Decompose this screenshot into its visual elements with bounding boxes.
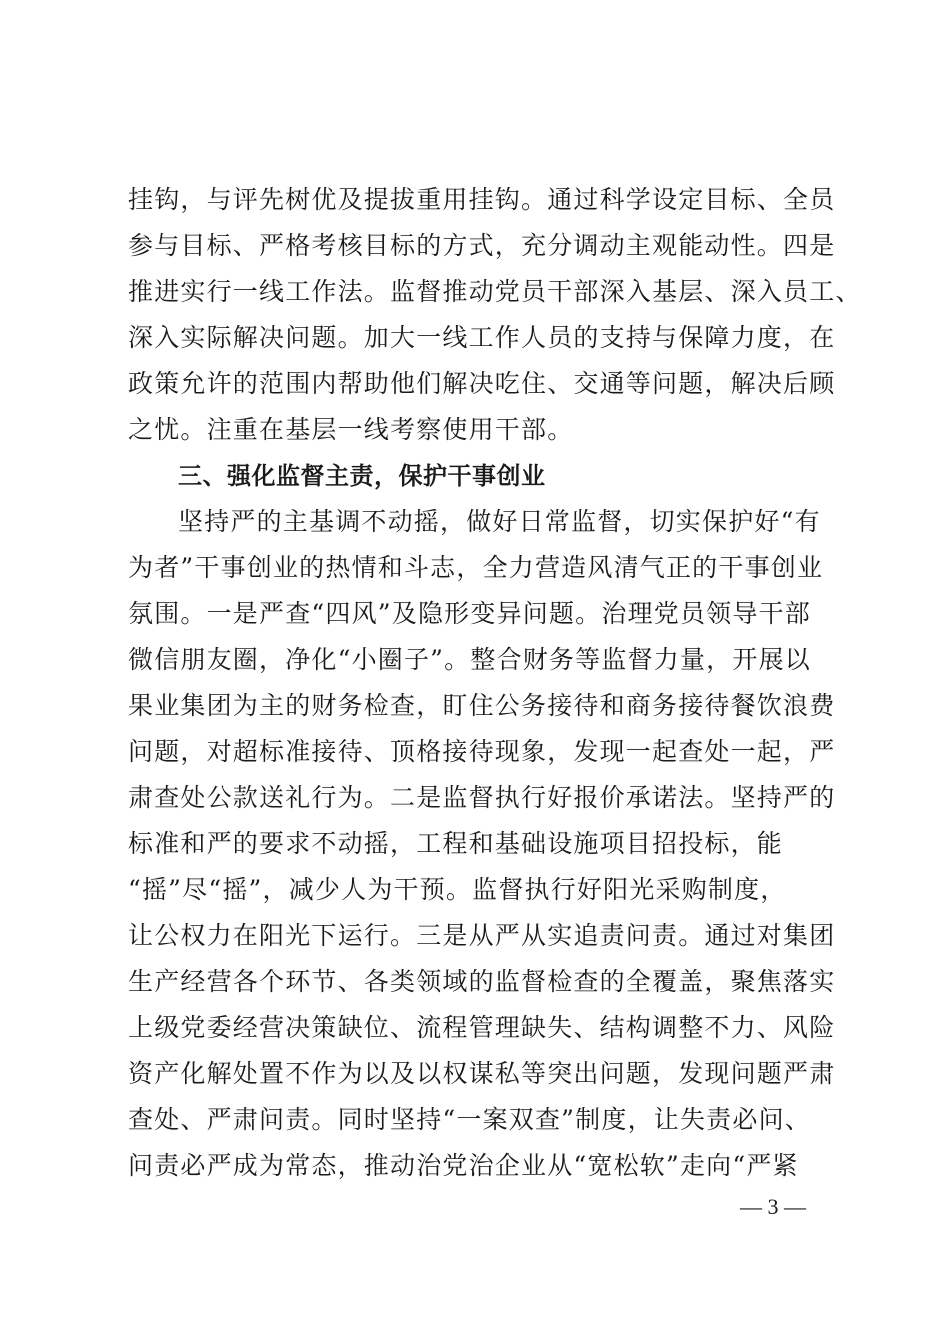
body-text-line: 挂钩，与评先树优及提拔重用挂钩。通过科学设定目标、全员 [128,185,836,214]
body-text-line: 为者”干事创业的热情和斗志，全力营造风清气正的干事创业 [128,553,824,582]
body-text-line: 政策允许的范围内帮助他们解决吃住、交通等问题，解决后顾 [128,369,836,398]
body-text-line: 问题，对超标准接待、顶格接待现象，发现一起查处一起，严 [128,737,836,766]
body-text-line: 参与目标、严格考核目标的方式，充分调动主观能动性。四是 [128,231,836,260]
body-text-line: 资产化解处置不作为以及以权谋私等突出问题，发现问题严肃 [128,1059,836,1088]
body-text-line: 坚持严的主基调不动摇，做好日常监督，切实保护好“有 [178,507,821,536]
body-text-line: 问责必严成为常态，推动治党治企业从“宽松软”走向“严紧 [128,1151,799,1180]
body-text-line: 标准和严的要求不动摇，工程和基础设施项目招投标，能 [128,829,784,858]
page-number: — 3 — [740,1194,806,1219]
body-text-line: 果业集团为主的财务检查，盯住公务接待和商务接待餐饮浪费 [128,691,836,720]
body-text-line: “摇”尽“摇”，减少人为干预。监督执行好阳光采购制度， [128,875,787,904]
body-text-line: 推进实行一线工作法。监督推动党员干部深入基层、深入员工、 [128,277,862,306]
body-text-line: 氛围。一是严查“四风”及隐形变异问题。治理党员领导干部 [128,599,811,628]
body-text-line: 深入实际解决问题。加大一线工作人员的支持与保障力度，在 [128,323,836,352]
body-text-line: 微信朋友圈，净化“小圈子”。整合财务等监督力量，开展以 [128,645,811,674]
body-text-line: 让公权力在阳光下运行。三是从严从实追责问责。通过对集团 [128,921,836,950]
body-text-line: 生产经营各个环节、各类领域的监督检查的全覆盖，聚焦落实 [128,967,836,996]
body-text-line: 肃查处公款送礼行为。二是监督执行好报价承诺法。坚持严的 [128,783,836,812]
body-text-line: 之忧。注重在基层一线考察使用干部。 [128,415,574,444]
body-text-line: 上级党委经营决策缺位、流程管理缺失、结构调整不力、风险 [128,1013,836,1042]
body-text-line: 查处、严肃问责。同时坚持“一案双查”制度，让失责必问、 [128,1105,811,1134]
section-heading: 三、强化监督主责，保护干事创业 [178,462,546,490]
